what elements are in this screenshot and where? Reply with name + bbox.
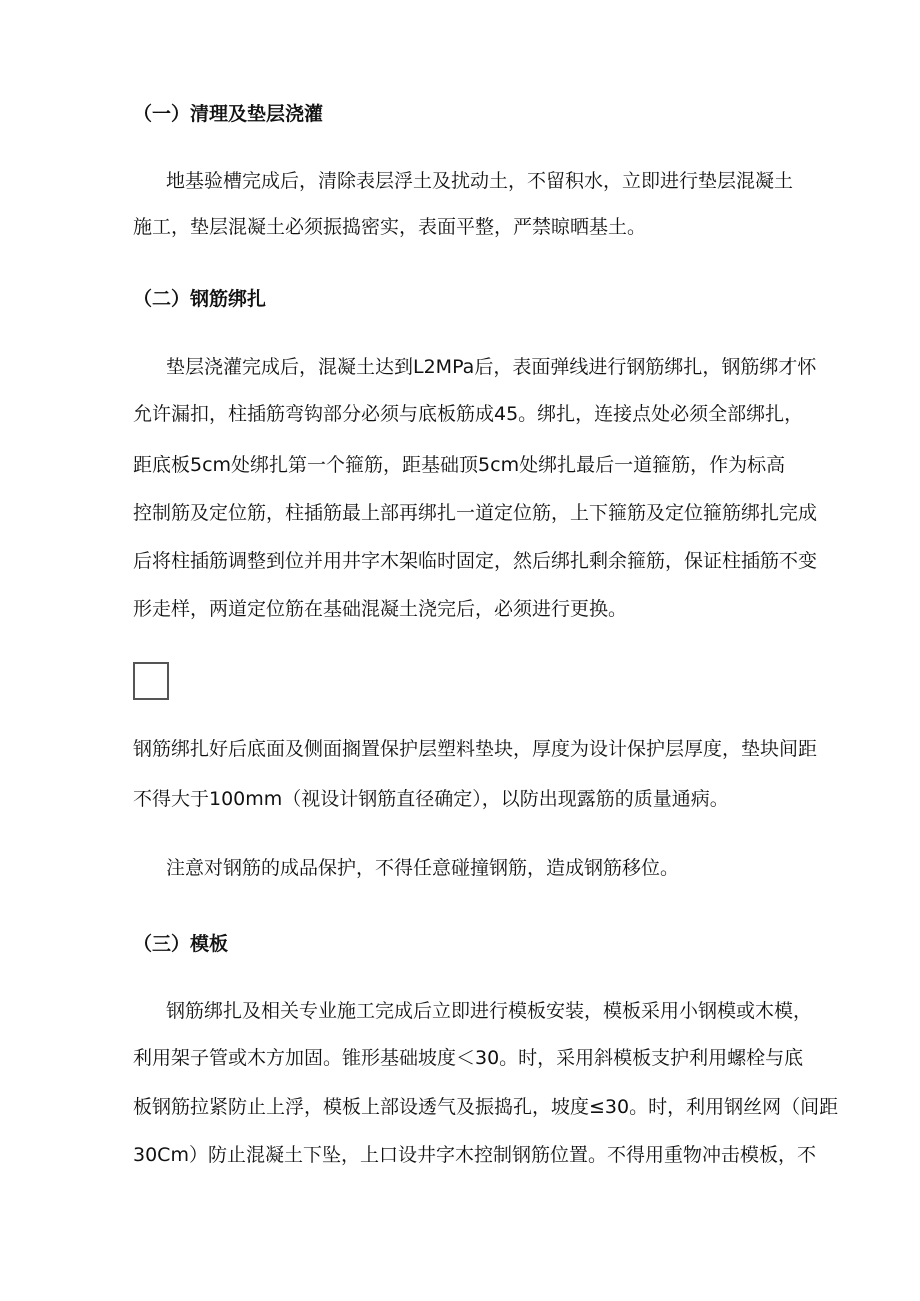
paragraph-line: 利用架子管或木方加固。锥形基础坡度＜30。时，采用斜模板支护利用螺栓与底: [133, 1047, 804, 1069]
paragraph-line: 地基验槽完成后，清除表层浮土及扰动土，不留积水，立即进行垫层混凝土: [166, 170, 794, 192]
section-heading-formwork: （三）模板: [133, 933, 229, 955]
section-heading-cleaning: （一）清理及垫层浇灌: [133, 103, 324, 125]
image-placeholder: [133, 662, 169, 700]
paragraph-line: 钢筋绑扎好后底面及侧面搁置保护层塑料垫块，厚度为设计保护层厚度，垫块间距: [133, 738, 818, 760]
section-heading-rebar: （二）钢筋绑扎: [133, 288, 267, 310]
paragraph-line: 距底板5cm处绑扎第一个箍筋，距基础顶5cm处绑扎最后一道箍筋，作为标高: [133, 454, 786, 476]
paragraph-line: 施工，垫层混凝土必须振捣密实，表面平整，严禁晾晒基土。: [133, 216, 647, 238]
paragraph-line: 钢筋绑扎及相关专业施工完成后立即进行模板安装，模板采用小钢模或木模，: [166, 1000, 813, 1022]
paragraph-line: 垫层浇灌完成后，混凝土达到L2MPa后，表面弹线进行钢筋绑扎，钢筋绑才怀: [166, 356, 817, 378]
paragraph-line: 30Cm）防止混凝土下坠，上口设井字木控制钢筋位置。不得用重物冲击模板，不: [133, 1144, 816, 1166]
paragraph-line: 注意对钢筋的成品保护，不得任意碰撞钢筋，造成钢筋移位。: [166, 857, 680, 879]
paragraph-line: 不得大于100mm（视设计钢筋直径确定），以防出现露筋的质量通病。: [133, 788, 729, 810]
paragraph-line: 形走样，两道定位筋在基础混凝土浇完后，必须进行更换。: [133, 598, 628, 620]
paragraph-line: 允许漏扣，柱插筋弯钩部分必须与底板筋成45。绑扎，连接点处必须全部绑扎，: [133, 403, 804, 425]
paragraph-line: 控制筋及定位筋，柱插筋最上部再绑扎一道定位筋，上下箍筋及定位箍筋绑扎完成: [133, 502, 818, 524]
paragraph-line: 板钢筋拉紧防止上浮，模板上部设透气及振捣孔，坡度≤30。时，利用钢丝网（间距: [133, 1096, 839, 1118]
paragraph-line: 后将柱插筋调整到位并用井字木架临时固定，然后绑扎剩余箍筋，保证柱插筋不变: [133, 550, 818, 572]
